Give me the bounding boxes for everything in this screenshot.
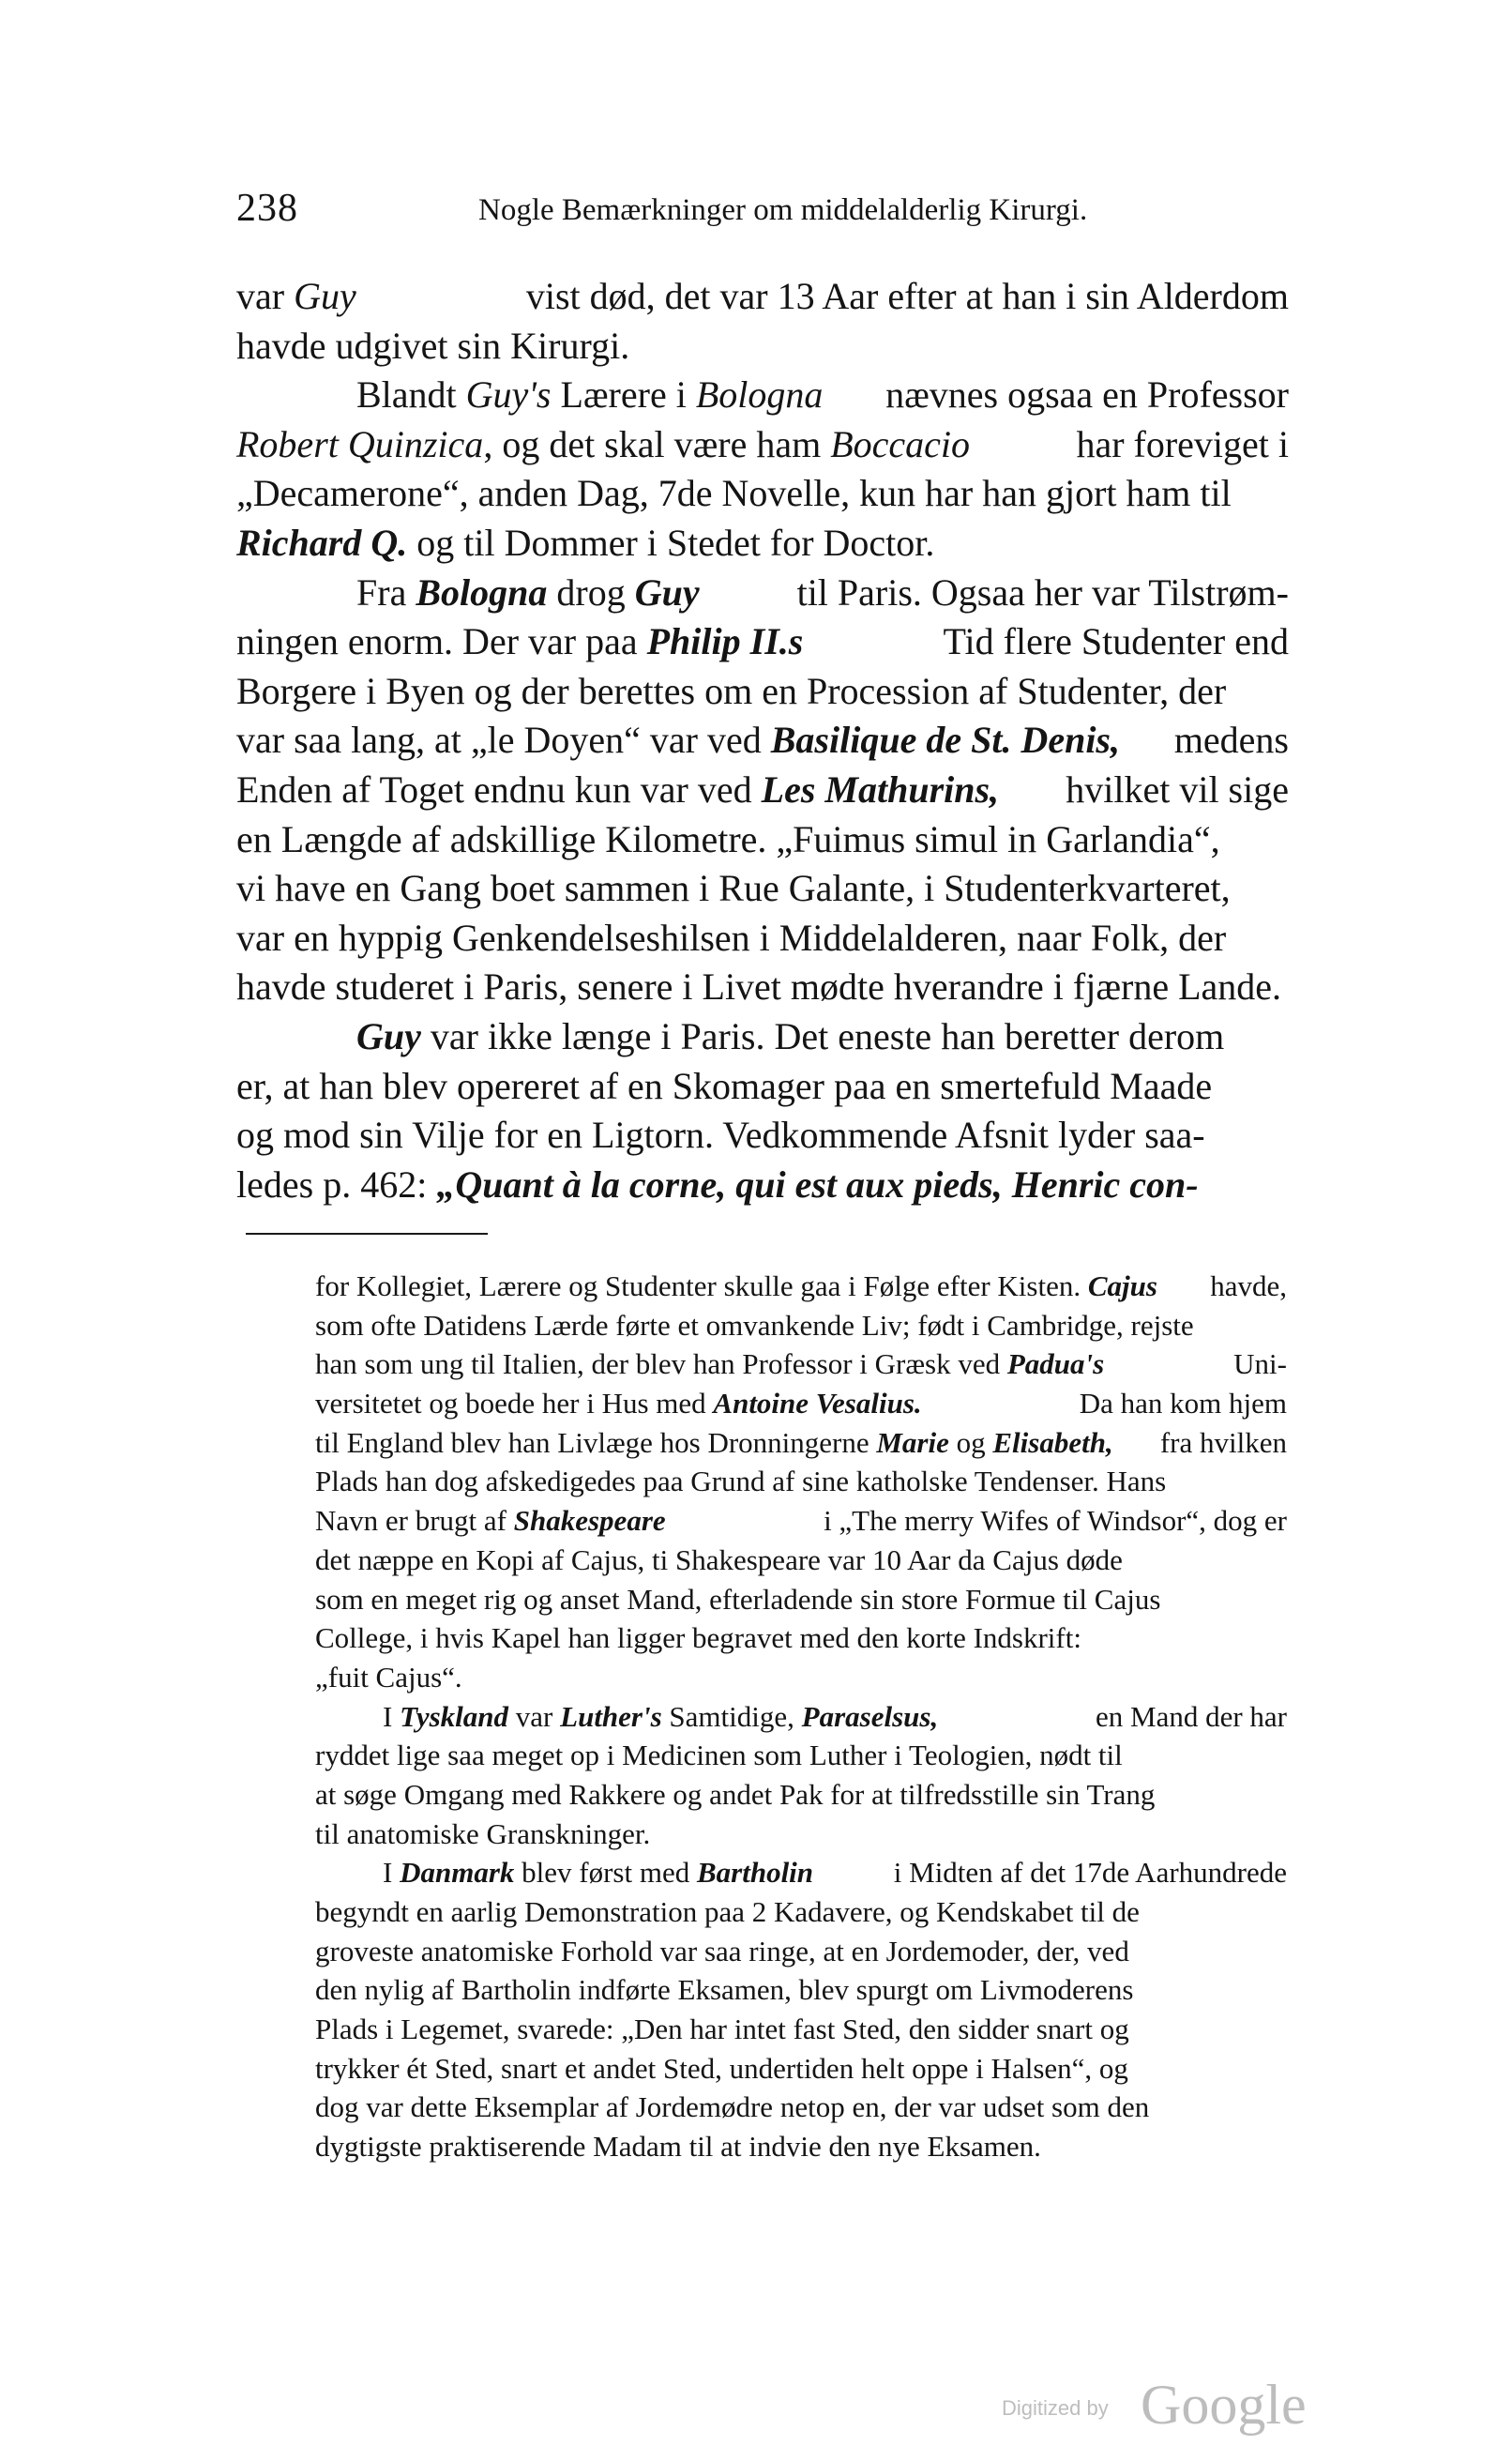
footnote-line: College, i hvis Kapel han ligger begravet med den korte Indskrift:: [315, 1621, 1081, 1655]
text-line: Guy var ikke længe i Paris. Det eneste han beretter derom: [356, 1014, 1225, 1057]
footnote-line: „fuit Cajus“.: [315, 1660, 462, 1694]
footnote-line: som ofte Datidens Lærde førte et omvankende Liv; født i Cambridge, rejste: [315, 1308, 1194, 1342]
google-logo: Google: [1141, 2374, 1307, 2436]
footnote-line: dygtigste praktiserende Madam til at indvie den nye Eksamen.: [315, 2130, 1041, 2164]
footnote-line: trykker ét Sted, snart et andet Sted, undertiden helt oppe i Halsen“, og: [315, 2051, 1128, 2085]
footnote-line: versitetet og boede her i Hus med Antoine Vesalius. Da han kom hjem: [315, 1387, 1287, 1420]
text-line: og mod sin Vilje for en Ligtorn. Vedkommende Afsnit lyder saa-: [236, 1114, 1205, 1157]
text-line: Fra Bologna drog Guy til Paris. Ogsaa her var Tilstrøm-: [356, 570, 1289, 614]
text-line: var Guy vist død, det var 13 Aar efter at han i sin Alderdom: [236, 275, 1289, 317]
main-text: [236, 272, 1289, 1209]
text-line: Robert Quinzica, og det skal være ham Boccacio har foreviget i: [236, 422, 1289, 465]
footnote-line: til England blev han Livlæge hos Dronningerne Marie og Elisabeth, fra hvilken: [315, 1425, 1287, 1459]
text-line: ningen enorm. Der var paa Philip II.s Tid flere Studenter end: [236, 620, 1289, 663]
text-line: Enden af Toget endnu kun var ved Les Mathurins, hvilket vil sige: [236, 767, 1289, 811]
footnote-separator: [246, 1233, 488, 1235]
watermark-text: Digitized by: [1002, 2396, 1109, 2420]
footnote-line: Plads han dog afskedigedes paa Grund af sine katholske Tendenser. Hans: [315, 1465, 1167, 1498]
digitization-watermark: [1002, 2372, 1307, 2447]
footnote-line: Plads i Legemet, svarede: „Den har intet fast Sted, den sidder snart og: [315, 2013, 1129, 2046]
footnote-line: I Danmark blev først med Bartholin i Midten af det 17de Aarhundrede: [383, 1856, 1287, 1890]
text-line: ledes p. 462: „Quant à la corne, qui est aux pieds, Henric con-: [236, 1162, 1199, 1206]
footnote-line: han som ung til Italien, der blev han Professor i Græsk ved Padua's Uni-: [315, 1347, 1287, 1381]
text-line: „Decamerone“, anden Dag, 7de Novelle, kun har han gjort ham til: [236, 472, 1232, 515]
text-line: er, at han blev opereret af en Skomager paa en smertefuld Maade: [236, 1064, 1213, 1107]
footnote-line: groveste anatomiske Forhold var saa ringe, at en Jordemoder, der, ved: [315, 1934, 1129, 1967]
footnote-line: det næppe en Kopi af Cajus, ti Shakespeare var 10 Aar da Cajus døde: [315, 1542, 1123, 1576]
text-line: var saa lang, at „le Doyen“ var ved Basilique de St. Denis, medens: [236, 719, 1289, 762]
footnote-line: Navn er brugt af Shakespeare i „The merry Wifes of Windsor“, dog er: [315, 1504, 1287, 1538]
text-line: Blandt Guy's Lærere i Bologna nævnes ogsaa en Professor: [356, 373, 1289, 417]
text-line: vi have en Gang boet sammen i Rue Galante, i Studenterkvarteret,: [236, 867, 1231, 910]
running-title: Nogle Bemærkninger om middelalderlig Kirurgi.: [478, 193, 1088, 227]
footnote-line: begyndt en aarlig Demonstration paa 2 Kadavere, og Kendskabet til de: [315, 1895, 1140, 1928]
text-line: havde studeret i Paris, senere i Livet mødte hverandre i fjærne Lande.: [236, 965, 1282, 1009]
footnotes: [315, 1267, 1287, 2166]
page-header: [236, 184, 1287, 233]
footnote-line: den nylig af Bartholin indførte Eksamen, blev spurgt om Livmoderens: [315, 1973, 1134, 2007]
text-line: var en hyppig Genkendelseshilsen i Middelalderen, naar Folk, der: [236, 916, 1227, 959]
footnote-line: at søge Omgang med Rakkere og andet Pak for at tilfredsstille sin Trang: [315, 1777, 1156, 1811]
footnote-line: ryddet lige saa meget op i Medicinen som Luther i Teologien, nødt til: [315, 1739, 1123, 1772]
text-line: en Længde af adskillige Kilometre. „Fuimus simul in Garlandia“,: [236, 817, 1220, 860]
footnote-line: som en meget rig og anset Mand, efterladende sin store Formue til Cajus: [315, 1582, 1161, 1616]
text-line: havde udgivet sin Kirurgi.: [236, 324, 630, 367]
footnote-line: dog var dette Eksemplar af Jordemødre netop en, der var udset som den: [315, 2090, 1150, 2124]
footnote-line: til anatomiske Granskninger.: [315, 1816, 651, 1850]
page-number: 238: [236, 187, 298, 230]
footnote-line: I Tyskland var Luther's Samtidige, Paraselsus, en Mand der har: [383, 1699, 1287, 1733]
text-line: Richard Q. og til Dommer i Stedet for Doctor.: [236, 521, 935, 564]
text-line: Borgere i Byen og der berettes om en Procession af Studenter, der: [236, 669, 1227, 712]
footnote-line: for Kollegiet, Lærere og Studenter skulle gaa i Følge efter Kisten. Cajus havde,: [315, 1269, 1287, 1302]
